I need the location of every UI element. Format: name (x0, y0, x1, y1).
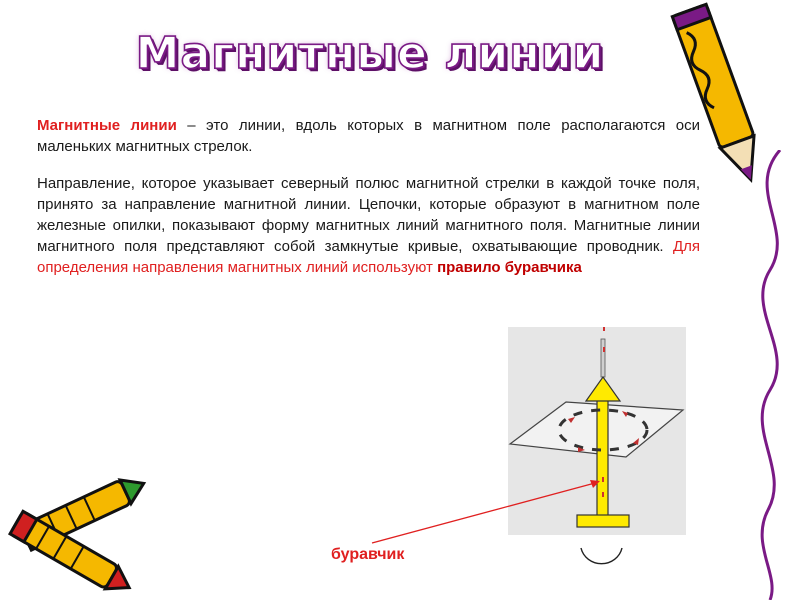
gimlet-rule: правило буравчика (437, 259, 582, 276)
gimlet-diagram-svg (508, 327, 686, 535)
gimlet-diagram (508, 327, 686, 535)
definition-term: Магнитные линии (37, 117, 177, 134)
wavy-line-decoration (740, 150, 800, 600)
definition-text: – это линии, вдоль которых в магнитном поле располагаются оси маленьких магнитных стрелок. (37, 117, 700, 155)
crayon-icon (0, 470, 170, 600)
body-text: Направление, которое указывает северный полюс магнитной стрелки в каждой точке поля, принято за направление магнитной линии. Цепочки, которые образуют в магнитном поле железные опилки, показывают форму магнитных линий магнитного поля. Магнитные линии магнитного поля представляют собой замкнутые кривые, охватывающие проводник. (37, 175, 700, 255)
gimlet-label: буравчик (331, 546, 405, 563)
arrow-head (586, 377, 620, 401)
definition-paragraph (37, 115, 700, 157)
body-red-text: Для определения направления магнитных линий используют (37, 238, 700, 276)
arrow-shaft (597, 397, 608, 517)
wire-top (601, 339, 605, 377)
body-paragraph (37, 173, 700, 278)
slide-title: Магнитные линии (135, 28, 605, 79)
gimlet-handle (577, 515, 629, 527)
rotation-arc (581, 548, 622, 564)
